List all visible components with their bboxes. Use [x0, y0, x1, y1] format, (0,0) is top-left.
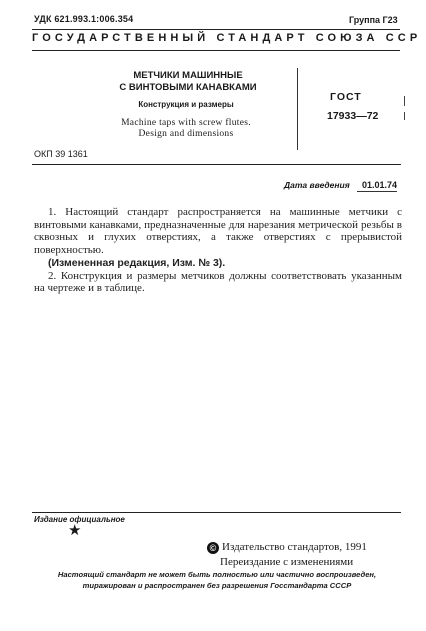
title-divider — [297, 68, 298, 150]
legal-notice-line-2: тиражирован и распространен без разрешения Госстандарта СССР — [82, 581, 352, 590]
official-edition-label: Издание официальное — [34, 515, 125, 524]
introduction-date-underline — [357, 191, 397, 192]
header-rule-bottom — [32, 50, 400, 51]
english-title-line-1: Machine taps with screw flutes. — [121, 118, 251, 128]
header-rule-top — [32, 29, 400, 30]
gost-number: 17933—72 — [327, 110, 379, 122]
document-title — [88, 70, 288, 94]
footer-rule — [32, 512, 401, 513]
introduction-date-value: 01.01.74 — [362, 180, 398, 190]
group-code: Группа Г23 — [349, 15, 398, 25]
section-rule — [32, 164, 401, 165]
copyright-icon: © — [207, 542, 219, 554]
publisher-line — [207, 541, 367, 554]
margin-mark — [404, 112, 405, 120]
title-line-2: С ВИНТОВЫМИ КАНАВКАМИ — [119, 82, 257, 93]
gost-label: ГОСТ — [330, 91, 362, 103]
star-icon: ★ — [68, 523, 82, 539]
legal-notice — [30, 569, 404, 591]
udk-code: УДК 621.993.1:006.354 — [34, 14, 134, 24]
reissue-note: Переиздание с изменениями — [220, 556, 354, 568]
clause-2: 2. Конструкция и размеры метчиков должны соответствовать указанным на чертеже и в таблице. — [34, 269, 402, 295]
english-title — [96, 118, 276, 140]
english-title-line-2: Design and dimensions — [138, 129, 234, 139]
margin-mark — [404, 96, 405, 106]
document-subtitle: Конструкция и размеры — [138, 100, 234, 109]
okp-code: ОКП 39 1361 — [34, 149, 88, 159]
introduction-date-label: Дата введения — [284, 180, 350, 190]
publisher-text: Издательство стандартов, 1991 — [222, 541, 367, 553]
legal-notice-line-1: Настоящий стандарт не может быть полностью или частично воспроизведен, — [57, 570, 377, 579]
clause-1: 1. Настоящий стандарт распространяется на машинные метчики с винтовыми канавками, предназначенные для нарезания метрической резьбы в сквозных и глухих отверстиях, а также отверстиях с прерывистой поверхностью. — [34, 206, 402, 257]
state-standard-heading: ГОСУДАРСТВЕННЫЙ СТАНДАРТ СОЮЗА ССР — [32, 32, 422, 44]
document-body — [34, 206, 402, 295]
amendment-note: (Измененная редакция, Изм. № 3). — [48, 256, 226, 269]
title-line-1: МЕТЧИКИ МАШИННЫЕ — [133, 70, 243, 81]
